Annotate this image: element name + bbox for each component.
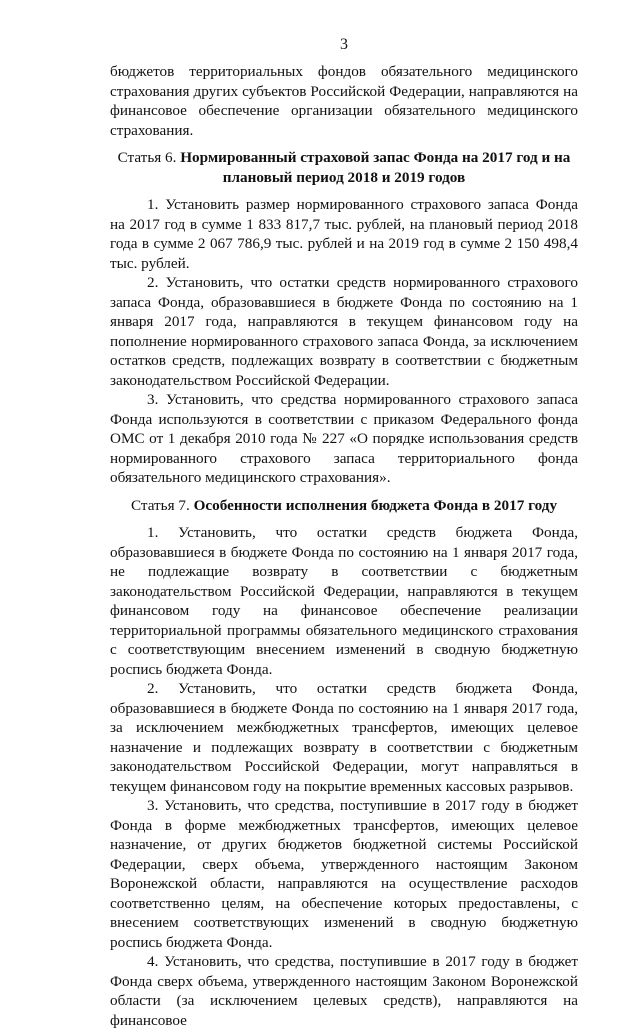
article-6-label: Статья 6. xyxy=(117,149,177,166)
article-7-paragraph-2: 2. Установить, что остатки средств бюджета Фонда, образовавшиеся в бюджете Фонда по состоянию на 1 января 2017 года, за исключением межбюджетных трансфертов, имеющих целевое назначение и подлежащих возврату в соответствии с бюджетным законодательством Российской Федерации, могут направляться в текущем финансовом году на покрытие временных кассовых разрывов. xyxy=(110,680,578,795)
page-number: 3 xyxy=(340,36,348,53)
article-6-paragraph-3: 3. Установить, что средства нормированного страхового запаса Фонда используются в соответствии с приказом Федерального фонда ОМС от 1 декабря 2010 года № 227 «О порядке использования средств нормированного страхового запаса территориального фонда обязательного медицинского страхования». xyxy=(110,391,578,486)
article-6-paragraph-1: 1. Установить размер нормированного страхового запаса Фонда на 2017 год в сумме 1 833 817,7 тыс. рублей, на плановый период 2018 года в сумме 2 067 786,9 тыс. рублей и на 2019 год в сумме 2 150 498,4 тыс. рублей. xyxy=(110,196,578,272)
article-7-paragraph-3: 3. Установить, что средства, поступившие в 2017 году в бюджет Фонда в форме межбюджетных трансфертов, имеющих целевое назначение, от других бюджетов бюджетной системы Российской Федерации, сверх объема, утвержденного настоящим Законом Воронежской области, направляются на осуществление расходов соответственно целям, на обеспечение которых предоставлены, с внесением соответствующих изменений в сводную бюджетную роспись бюджета Фонда. xyxy=(110,797,578,951)
article-7-heading xyxy=(110,496,578,516)
article-7-paragraph-1: 1. Установить, что остатки средств бюджета Фонда, образовавшиеся в бюджете Фонда по состоянию на 1 января 2017 года, не подлежащие возврату в соответствии с бюджетным законодательством Российской Федерации, направляются в текущем финансовом году на финансовое обеспечение реализации территориальной программы обязательного медицинского страхования с соответствующим внесением изменений в сводную бюджетную роспись бюджета Фонда. xyxy=(110,524,578,678)
article-6-heading xyxy=(110,148,578,187)
article-7-title: Особенности исполнения бюджета Фонда в 2017 году xyxy=(193,496,558,514)
article-7-paragraph-4: 4. Установить, что средства, поступившие в 2017 году в бюджет Фонда сверх объема, утвержденного настоящим Законом Воронежской области (за исключением целевых средств), направляются на финансовое xyxy=(110,953,578,1029)
article-6-paragraph-2: 2. Установить, что остатки средств нормированного страхового запаса Фонда, образовавшиеся в бюджете Фонда по состоянию на 1 января 2017 года, направляются в текущем финансовом году на пополнение нормированного страхового запаса Фонда, за исключением остатков средств, подлежащих возврату в соответствии с бюджетным законодательством Российской Федерации. xyxy=(110,274,578,389)
article-6-title: Нормированный страховой запас Фонда на 2017 год и на плановый период 2018 и 2019 годов xyxy=(180,149,571,186)
article-7-label: Статья 7. xyxy=(130,496,190,514)
intro-paragraph: бюджетов территориальных фондов обязательного медицинского страхования других субъектов Российской Федерации, направляются на финансовое обеспечение организации обязательного медицинского страхования. xyxy=(110,63,578,139)
